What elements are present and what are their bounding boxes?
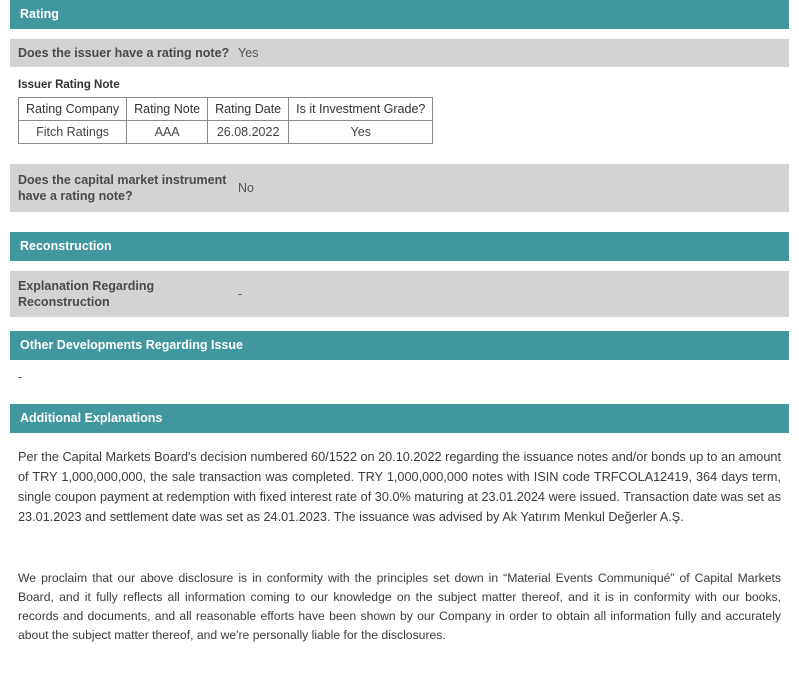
table-row [19,121,433,144]
spacer [10,261,789,271]
column-header-rating-note: Rating Note [127,98,208,121]
cell-rating-date: 26.08.2022 [208,121,289,144]
issuer-rating-note-title: Issuer Rating Note [18,79,120,91]
reconstruction-explanation-value: - [238,287,243,301]
issuer-rating-answer-value: Yes [238,46,259,60]
cmi-rating-question-label: Does the capital market instrument have a rating note? [18,173,227,203]
reconstruction-explanation-label: Explanation Regarding Reconstruction [18,279,155,309]
additional-explanations-body: Per the Capital Markets Board's decision numbered 60/1522 on 20.10.2022 regarding the issuance notes and/or bonds up to an amount of TRY 1,000,000,000, the sale transaction was completed. TRY 1,000,000,000 notes with ISIN code TRFCOLA12419, 364 days term, single coupon payment at redemption with fixed interest rate of 30.0% maturing at 23.01.2024 were issued. Transaction date was set as 23.01.2023 and settlement date was set as 24.01.2023. The issuance was advised by Ak Yatırım Menkul Değerler A.Ş. [18,450,781,524]
issuer-rating-question-label: Does the issuer have a rating note? [18,46,230,60]
other-developments-value: - [18,370,23,384]
section-header-rating: Rating [10,0,789,29]
cmi-rating-answer-value: No [238,181,254,195]
cell-rating-note: AAA [127,121,208,144]
issuer-rating-table [18,97,433,144]
section-header-reconstruction: Reconstruction [10,232,789,261]
spacer [10,144,789,164]
spacer [10,390,789,404]
column-header-rating-date: Rating Date [208,98,289,121]
column-header-investment-grade: Is it Investment Grade? [289,98,433,121]
row-reconstruction-explanation [10,271,789,317]
section-header-other-developments: Other Developments Regarding Issue [10,331,789,360]
spacer [10,317,789,331]
disclaimer-text: We proclaim that our above disclosure is in conformity with the principles set down in “Material Events Communiqué” of Capital Markets Board, and it fully reflects all information coming to our knowledge on the subject matter thereof, and it is in conformity with our books, records and documents, and all reasonable efforts have been shown by our Company in order to obtain all information fully and accurately about the subject matter thereof, and we're personally liable for the disclosures. [18,571,781,642]
spacer [10,212,789,232]
cell-rating-company: Fitch Ratings [19,121,127,144]
spacer [10,527,789,569]
table-header-row [19,98,433,121]
cell-investment-grade: Yes [289,121,433,144]
section-header-additional-explanations: Additional Explanations [10,404,789,433]
row-capital-market-instrument-rating [10,164,789,212]
spacer [10,29,789,39]
row-issuer-rating-question [10,39,789,67]
column-header-rating-company: Rating Company [19,98,127,121]
